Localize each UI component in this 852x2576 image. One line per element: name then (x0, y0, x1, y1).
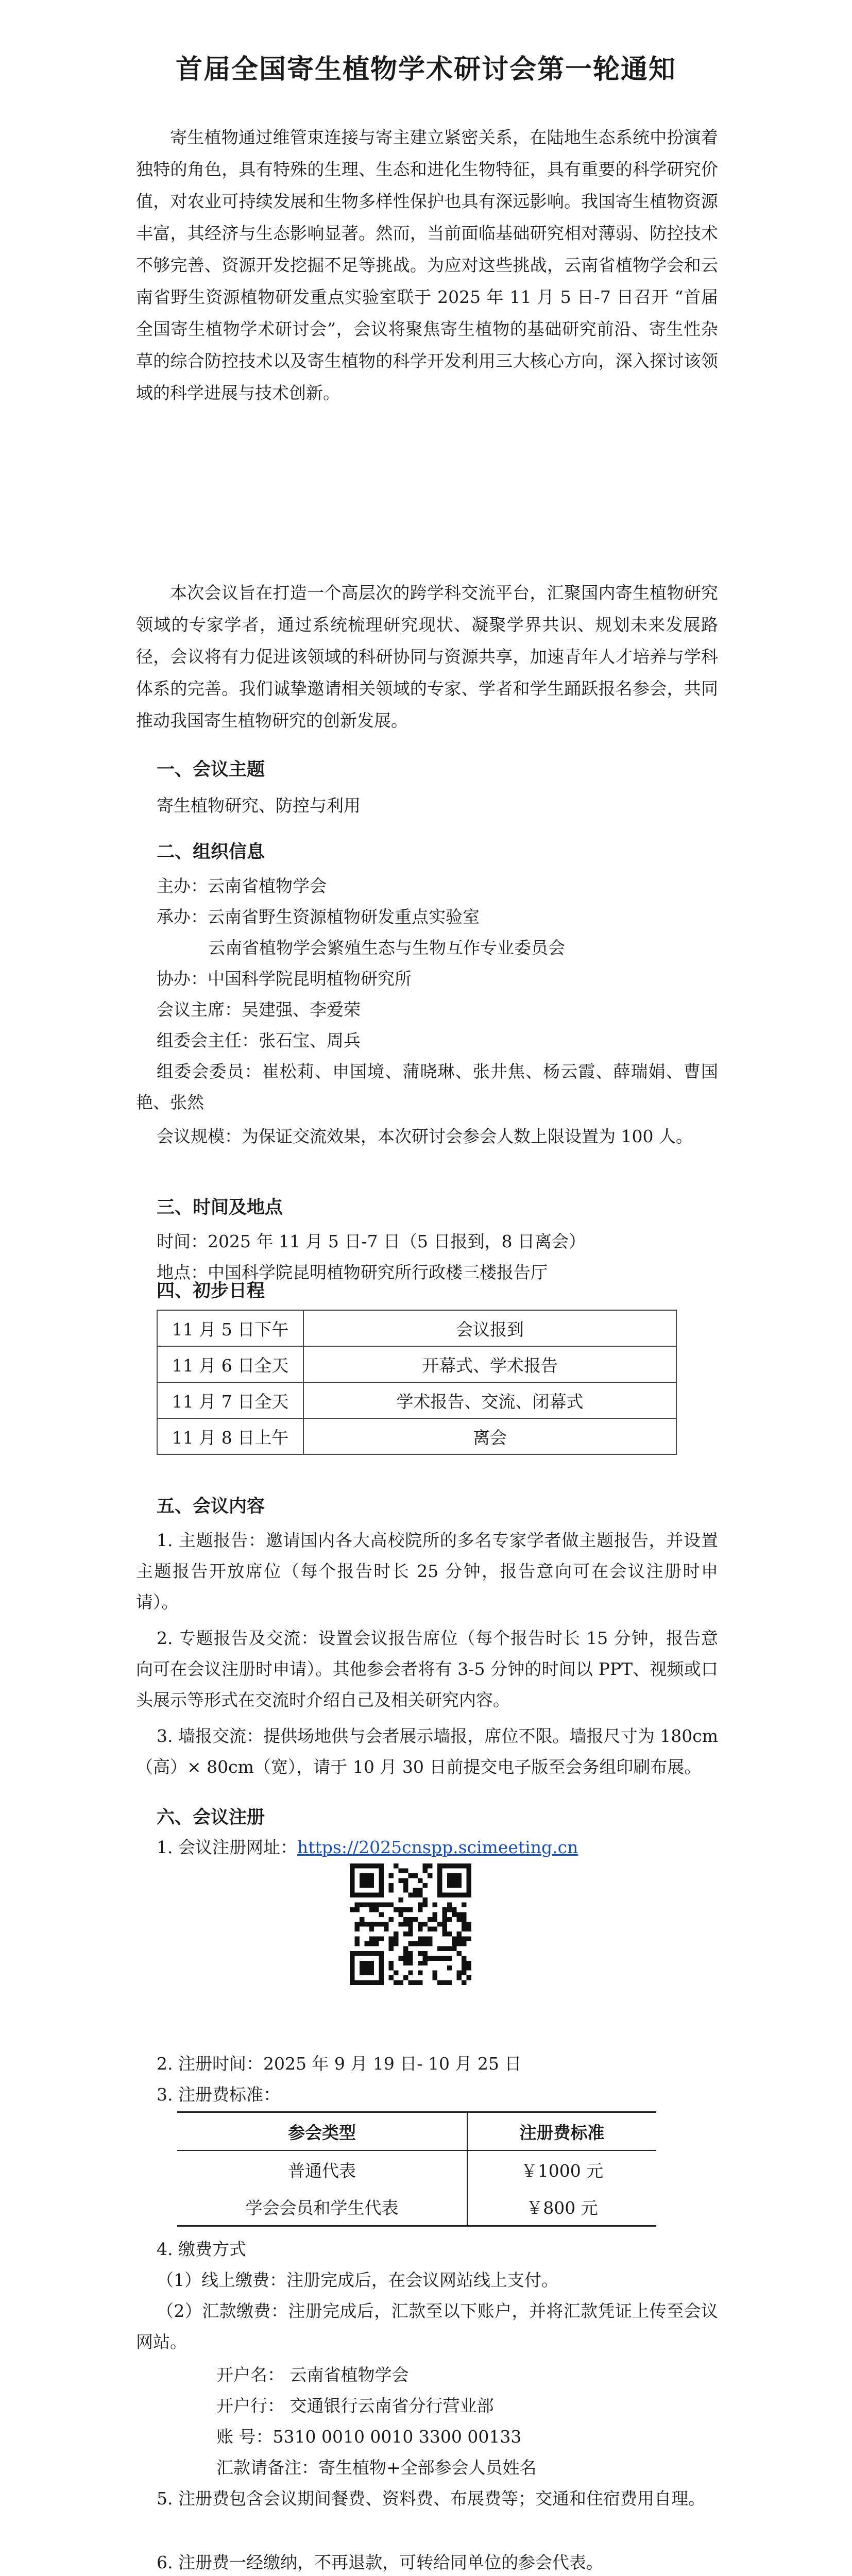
schedule-table (157, 1310, 677, 1455)
fee-amount: ￥800 元 (467, 2188, 656, 2226)
schedule-date: 11 月 8 日上午 (157, 1418, 303, 1454)
schedule-event: 离会 (303, 1418, 676, 1454)
chairs-line: 会议主席：吴建强、李爱荣 (157, 999, 361, 1020)
host-line: 主办：云南省植物学会 (157, 876, 327, 896)
leaders-line: 组委会主任：张石宝、周兵 (157, 1030, 361, 1050)
fee-amount: ￥1000 元 (520, 2160, 604, 2181)
members-line: 组委会委员：崔松莉、申国境、蒲晓琳、张井焦、杨云霞、薛瑞娟、曹国艳、张然 (136, 1061, 718, 1112)
content-item-keynote: 1. 主题报告：邀请国内各大高校院所的多名专家学者做主题报告，并设置主题报告开放席位（每个报告时长 25 分钟，报告意向可在会议注册时申请）。 (136, 1530, 718, 1612)
content-item-session: 2. 专题报告及交流：设置会议报告席位（每个报告时长 15 分钟，报告意向可在会议注册时申请）。其他参会者将有 3-5 分钟的时间以 PPT、视频或口头展示等形式在交流时介绍自己及相关研究内容。 (136, 1628, 718, 1710)
table-header-row (177, 2112, 656, 2151)
registration-url-link[interactable]: https://2025cnspp.scimeeting.cn (297, 1837, 578, 1857)
time-line: 时间：2025 年 11 月 5 日-7 日（5 日报到，8 日离会） (157, 1231, 586, 1251)
section-registration-heading: 六、会议注册 (157, 1807, 265, 1828)
schedule-date: 11 月 6 日全天 (157, 1346, 303, 1382)
account-number: 账 号：5310 0010 0010 3300 00133 (216, 2427, 522, 2447)
co-organizer-line-1: 承办：云南省野生资源植物研发重点实验室 (157, 907, 480, 927)
scale-line: 会议规模：为保证交流效果，本次研讨会参会人数上限设置为 100 人。 (157, 1126, 693, 1146)
schedule-event: 开幕式、学术报告 (303, 1346, 676, 1382)
table-row (157, 1346, 676, 1382)
schedule-date: 11 月 5 日下午 (157, 1310, 303, 1346)
place-line: 地点：中国科学院昆明植物研究所行政楼三楼报告厅 (157, 1262, 548, 1282)
table-row (177, 2188, 656, 2226)
account-name: 开户名： 云南省植物学会 (216, 2365, 409, 2385)
fee-type: 学会会员和学生代表 (177, 2188, 467, 2226)
section-content-heading: 五、会议内容 (157, 1496, 265, 1517)
table-row (157, 1310, 676, 1346)
section-time-place-heading: 三、时间及地点 (157, 1197, 283, 1218)
schedule-event: 会议报到 (303, 1310, 676, 1346)
account-bank: 开户行： 交通银行云南省分行营业部 (216, 2396, 494, 2416)
co-organizer-line-2: 云南省植物学会繁殖生态与生物互作专业委员会 (208, 938, 565, 958)
table-row (177, 2150, 656, 2188)
section-schedule-heading: 四、初步日程 (157, 1280, 265, 1301)
account-remark: 汇款请备注：寄生植物+全部参会人员姓名 (216, 2458, 537, 2478)
fee-header-amount: 注册费标准 (467, 2112, 656, 2151)
section-organization-heading: 二、组织信息 (157, 841, 265, 862)
fee-note-6: 6. 注册费一经缴纳，不再退款，可转给同单位的参会代表。 (157, 2552, 603, 2572)
registration-time-line: 2. 注册时间：2025 年 9 月 19 日- 10 月 25 日 (157, 2054, 522, 2074)
fee-header-type: 参会类型 (177, 2112, 467, 2151)
intro-paragraph-2: 本次会议旨在打造一个高层次的跨学科交流平台，汇聚国内寄生植物研究领域的专家学者，通过系统梳理研究现状、凝聚学界共识、规划未来发展路径，会议将有力促进该领域的科研协同与资源共享，加速青年人才培养与学科体系的完善。我们诚挚邀请相关领域的专家、学者和学生踊跃报名参会，共同推动我国寄生植物研究的创新发展。 (136, 583, 718, 731)
payment-transfer: （2）汇款缴费：注册完成后，汇款至以下账户，并将汇款凭证上传至会议网站。 (136, 2301, 718, 2352)
registration-url-label: 1. 会议注册网址： (157, 1837, 297, 1857)
table-row (157, 1382, 676, 1418)
payment-method-title: 4. 缴费方式 (157, 2239, 246, 2259)
fee-type: 普通代表 (177, 2150, 467, 2188)
intro-paragraph-1: 寄生植物通过维管束连接与寄主建立紧密关系，在陆地生态系统中扮演着独特的角色，具有特殊的生理、生态和进化生物特征，具有重要的科学研究价值，对农业可持续发展和生物多样性保护也具有深远影响。我国寄生植物资源丰富，其经济与生态影响显著。然而，当前面临基础研究相对薄弱、防控技术不够完善、资源开发挖掘不足等挑战。为应对这些挑战，云南省植物学会和云南省野生资源植物研发重点实验室联于 2025 年 11 月 5 日-7 日召开 “首届全国寄生植物学术研讨会”，会议将聚焦寄生植物的基础研究前沿、寄生性杂草的综合防控技术以及寄生植物的科学开发利用三大核心方向，深入探讨该领域的科学进展与技术创新。 (136, 127, 718, 403)
table-row (157, 1418, 676, 1454)
registration-url-line (157, 1832, 578, 1863)
content-item-poster: 3. 墙报交流：提供场地供与会者展示墙报，席位不限。墙报尺寸为 180cm（高）× 80cm（宽），请于 10 月 30 日前提交电子版至会务组印刷布展。 (136, 1726, 718, 1777)
notice-title: 首届全国寄生植物学术研讨会第一轮通知 (175, 54, 676, 85)
schedule-date: 11 月 7 日全天 (157, 1382, 303, 1418)
fee-table (177, 2111, 656, 2227)
theme-text: 寄生植物研究、防控与利用 (157, 795, 361, 816)
registration-qr-code (350, 1863, 471, 1985)
section-theme-heading: 一、会议主题 (157, 759, 265, 780)
payment-online: （1）线上缴费：注册完成后，在会议网站线上支付。 (157, 2270, 558, 2290)
fee-note-5: 5. 注册费包含会议期间餐费、资料费、布展费等；交通和住宿费用自理。 (157, 2488, 705, 2509)
fee-label: 3. 注册费标准： (157, 2084, 280, 2105)
schedule-event: 学术报告、交流、闭幕式 (303, 1382, 676, 1418)
assist-line: 协办：中国科学院昆明植物研究所 (157, 969, 412, 989)
